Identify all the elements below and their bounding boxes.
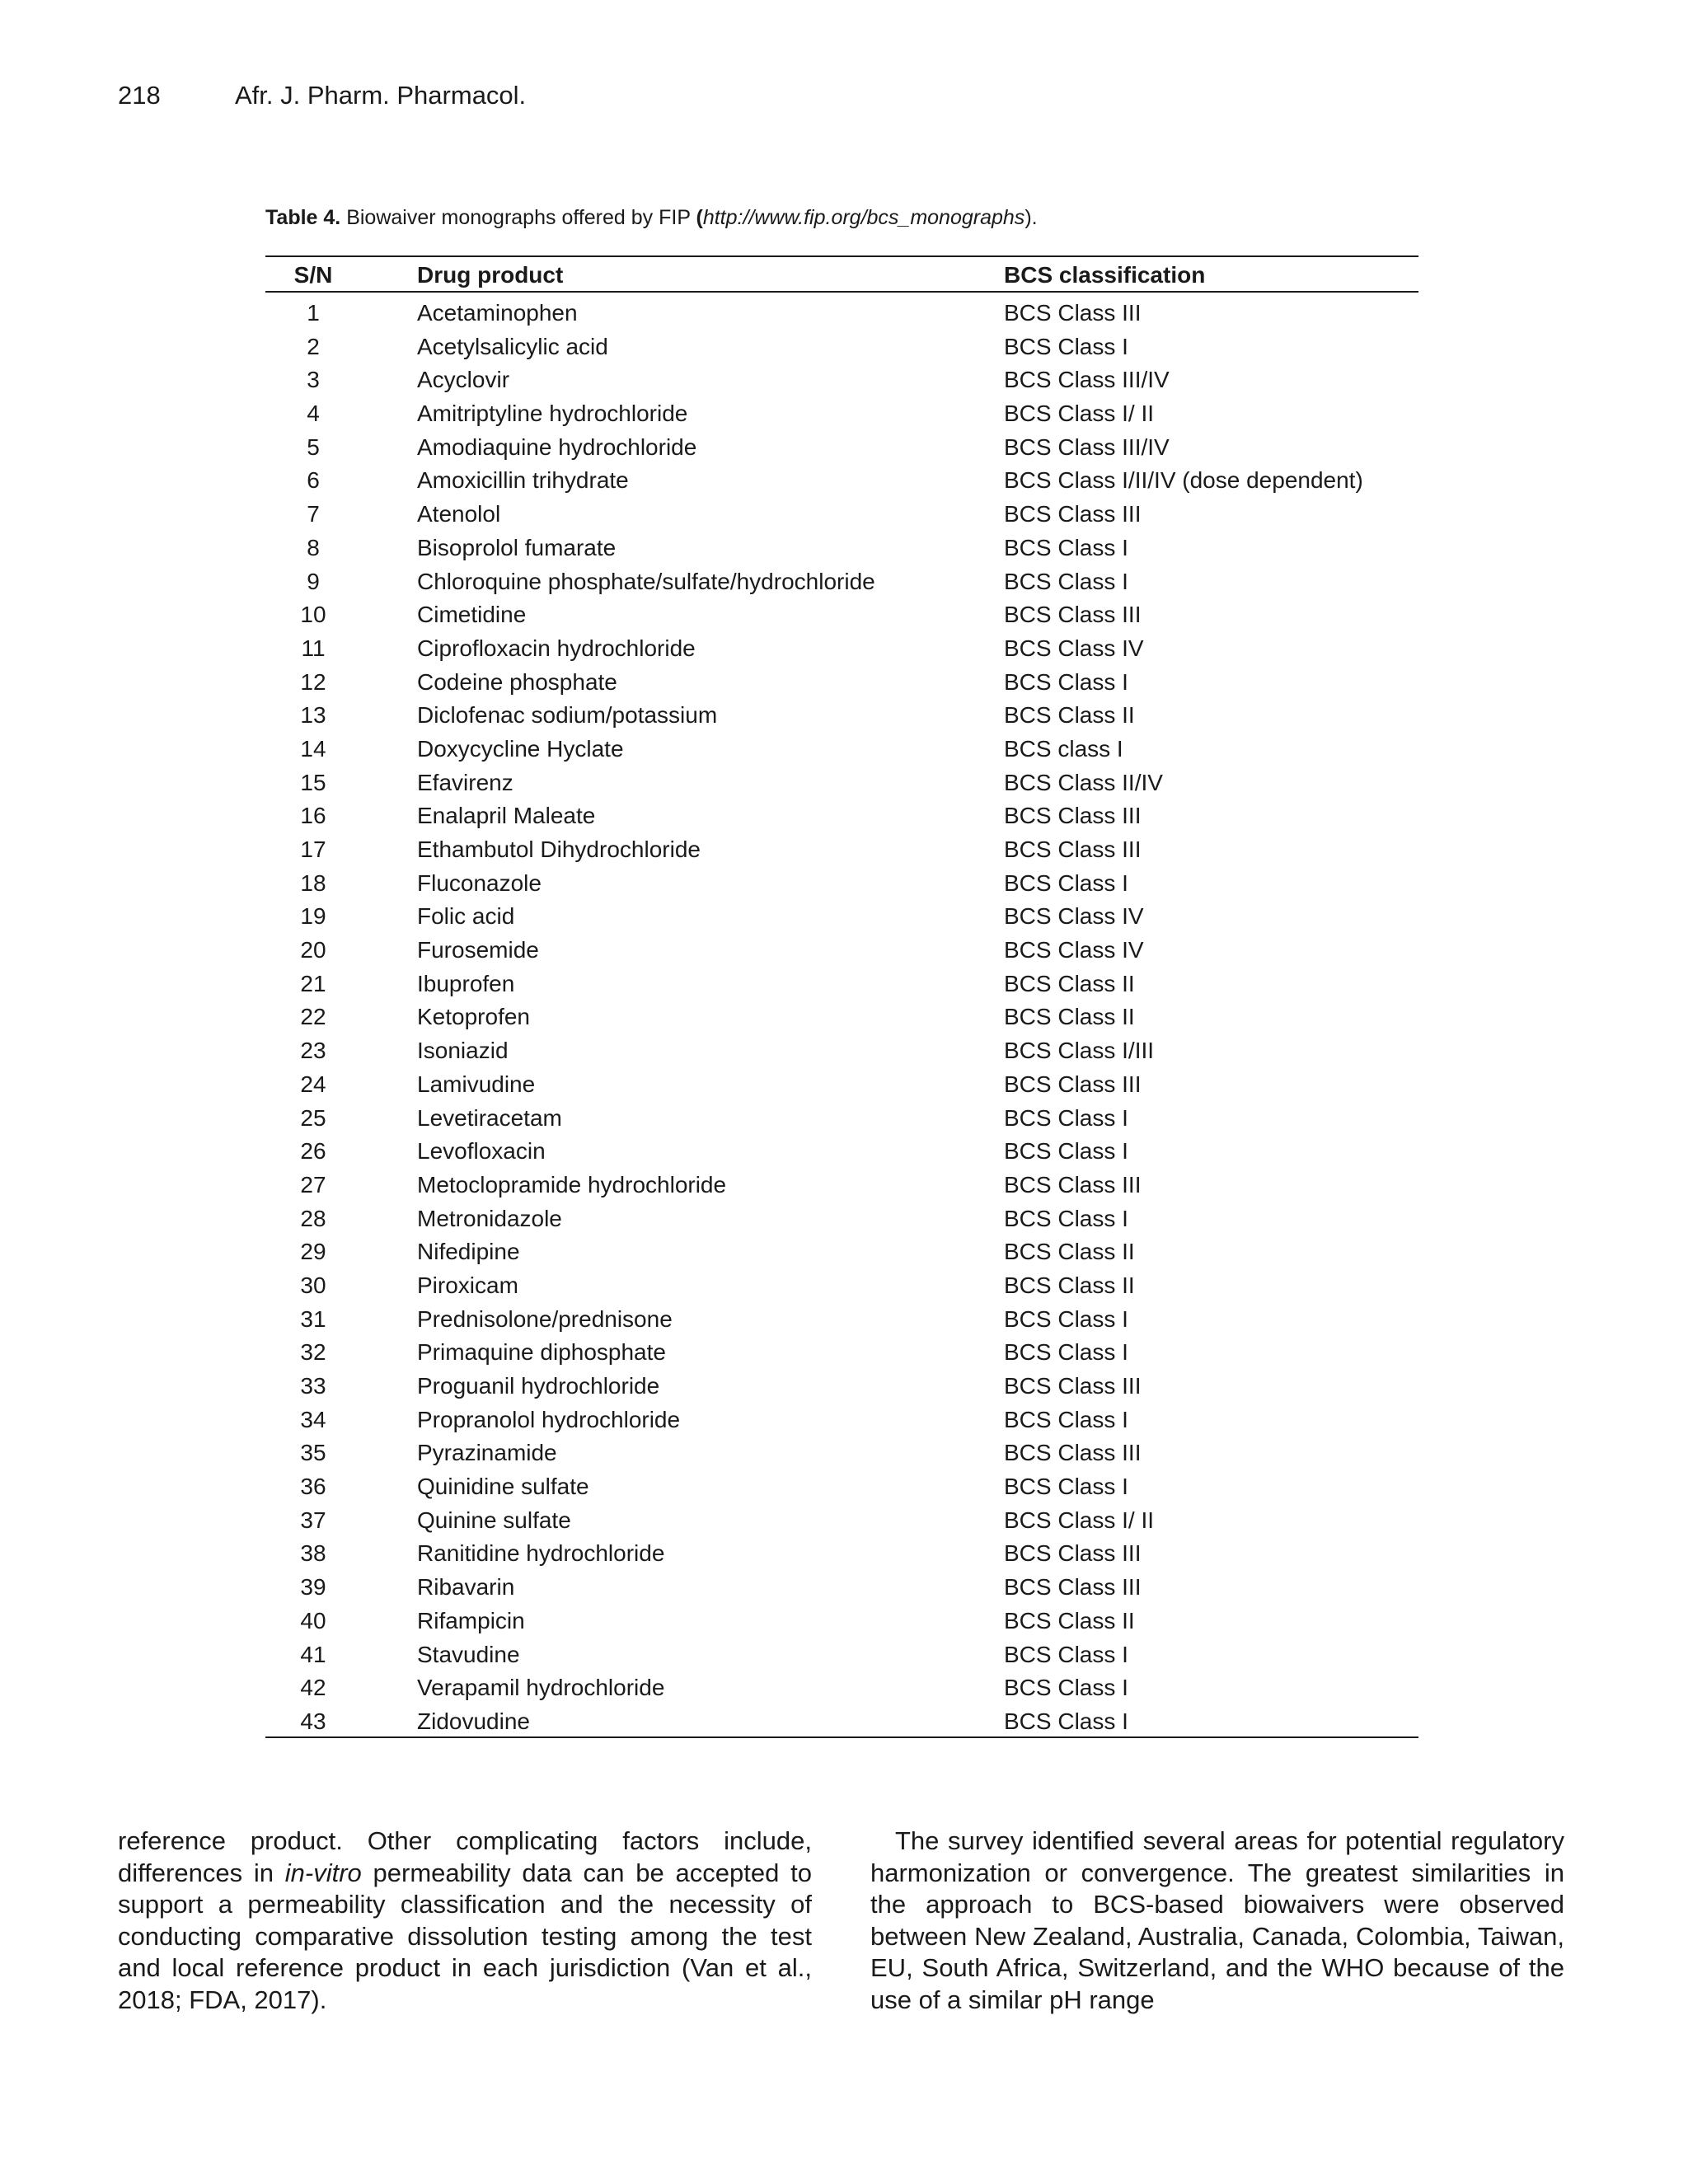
cell-bcs-classification: BCS Class II xyxy=(1004,1607,1135,1633)
cell-sn: 31 xyxy=(300,1305,326,1332)
cell-sn: 7 xyxy=(307,501,320,527)
table-row xyxy=(265,598,1419,632)
table-row xyxy=(265,1404,1419,1437)
cell-drug-product: Fluconazole xyxy=(417,869,542,896)
cell-bcs-classification: BCS Class I xyxy=(1004,1339,1128,1366)
cell-sn: 10 xyxy=(300,602,326,628)
cell-bcs-classification: BCS Class IV xyxy=(1004,937,1144,963)
table-row xyxy=(265,1436,1419,1470)
cell-drug-product: Metronidazole xyxy=(417,1205,562,1231)
table-row xyxy=(265,1336,1419,1370)
cell-sn: 5 xyxy=(307,434,320,460)
table-row xyxy=(265,1102,1419,1136)
header-drug-product: Drug product xyxy=(417,262,564,288)
table-row xyxy=(265,799,1419,833)
cell-bcs-classification: BCS Class II/IV xyxy=(1004,769,1163,795)
cell-sn: 25 xyxy=(300,1104,326,1131)
table-row xyxy=(265,934,1419,968)
cell-sn: 8 xyxy=(307,534,320,560)
cell-drug-product: Diclofenac sodium/potassium xyxy=(417,702,718,729)
body-paragraph-right: The survey identified several areas for potential regulatory harmonization or convergence. The greatest similarities in the approach to BCS-based biowaivers were observed between New Zealand, Australia, Canada, Colombia, Taiwan, EU, South Africa, Switzerland, and the WHO because of the use of a similar pH range xyxy=(870,1826,1564,2014)
cell-drug-product: Efavirenz xyxy=(417,769,513,795)
cell-drug-product: Rifampicin xyxy=(417,1607,525,1633)
table-row xyxy=(265,1705,1419,1739)
header-sn: S/N xyxy=(293,262,333,288)
cell-bcs-classification: BCS Class I xyxy=(1004,1474,1128,1500)
table-row xyxy=(265,1303,1419,1337)
table-row xyxy=(265,397,1419,431)
cell-bcs-classification: BCS Class II xyxy=(1004,1239,1135,1265)
cell-sn: 21 xyxy=(300,970,326,996)
table-row xyxy=(265,1068,1419,1102)
table-row xyxy=(265,632,1419,666)
cell-sn: 14 xyxy=(300,735,326,762)
cell-sn: 23 xyxy=(300,1038,326,1064)
table-row xyxy=(265,464,1419,498)
body-text: permeability data can be accepted to support a permeability classification and the necessity of conducting comparative dissolution testing among the test and local reference product in each jurisdiction (Van et al., 2018; FDA, 2017). xyxy=(118,1858,812,2014)
caption-url: http://www.fip.org/bcs_monographs xyxy=(702,206,1025,229)
cell-sn: 11 xyxy=(301,635,326,661)
cell-drug-product: Lamivudine xyxy=(417,1071,536,1097)
table-row xyxy=(265,330,1419,364)
cell-bcs-classification: BCS Class III xyxy=(1004,1071,1142,1097)
cell-sn: 40 xyxy=(300,1607,326,1633)
table-row xyxy=(265,1571,1419,1605)
table-row xyxy=(265,766,1419,800)
header-bcs-classification: BCS classification xyxy=(1004,262,1206,288)
cell-drug-product: Furosemide xyxy=(417,937,539,963)
caption-text: Biowaiver monographs offered by FIP xyxy=(340,206,696,229)
table-row xyxy=(265,431,1419,465)
cell-sn: 1 xyxy=(307,300,320,326)
cell-drug-product: Proguanil hydrochloride xyxy=(417,1373,660,1399)
table-row xyxy=(265,1169,1419,1202)
cell-drug-product: Metoclopramide hydrochloride xyxy=(417,1171,727,1197)
table-row xyxy=(265,1001,1419,1034)
table-row xyxy=(265,1269,1419,1303)
cell-drug-product: Ethambutol Dihydrochloride xyxy=(417,837,701,862)
cell-drug-product: Amodiaquine hydrochloride xyxy=(417,434,697,460)
cell-bcs-classification: BCS Class II xyxy=(1004,1004,1135,1030)
cell-bcs-classification: BCS Class I xyxy=(1004,1305,1128,1332)
table-header-rule xyxy=(265,291,1418,293)
cell-drug-product: Ranitidine hydrochloride xyxy=(417,1540,665,1567)
cell-drug-product: Cimetidine xyxy=(417,602,527,628)
cell-bcs-classification: BCS Class II xyxy=(1004,970,1135,996)
table-header-row xyxy=(265,260,1419,290)
cell-bcs-classification: BCS Class III xyxy=(1004,300,1142,326)
table-row xyxy=(265,532,1419,565)
cell-drug-product: Stavudine xyxy=(417,1641,520,1667)
cell-bcs-classification: BCS Class I xyxy=(1004,534,1128,560)
body-paragraph-left xyxy=(118,1825,812,2017)
cell-bcs-classification: BCS Class I xyxy=(1004,333,1128,359)
table-row xyxy=(265,363,1419,397)
cell-drug-product: Levetiracetam xyxy=(417,1104,562,1131)
cell-drug-product: Atenolol xyxy=(417,501,501,527)
cell-bcs-classification: BCS Class IV xyxy=(1004,635,1144,661)
cell-bcs-classification: BCS Class I/II/IV (dose dependent) xyxy=(1004,467,1363,494)
cell-bcs-classification: BCS Class III xyxy=(1004,1440,1142,1466)
cell-sn: 13 xyxy=(300,702,326,729)
cell-bcs-classification: BCS Class I/III xyxy=(1004,1038,1155,1064)
cell-sn: 32 xyxy=(300,1339,326,1366)
cell-sn: 43 xyxy=(300,1708,326,1734)
cell-drug-product: Piroxicam xyxy=(417,1272,518,1298)
cell-bcs-classification: BCS Class II xyxy=(1004,1272,1135,1298)
cell-drug-product: Quinine sulfate xyxy=(417,1507,571,1533)
table-row xyxy=(265,1638,1419,1672)
table-row xyxy=(265,699,1419,733)
cell-bcs-classification: BCS Class III xyxy=(1004,1171,1142,1197)
cell-bcs-classification: BCS Class I/ II xyxy=(1004,1507,1155,1533)
table-row xyxy=(265,666,1419,700)
cell-bcs-classification: BCS Class I xyxy=(1004,1708,1128,1734)
table-row xyxy=(265,1202,1419,1236)
cell-bcs-classification: BCS Class III/IV xyxy=(1004,434,1170,460)
cell-bcs-classification: BCS Class III xyxy=(1004,803,1142,829)
table-row xyxy=(265,1235,1419,1269)
cell-sn: 24 xyxy=(300,1071,326,1097)
cell-sn: 18 xyxy=(300,869,326,896)
cell-sn: 22 xyxy=(300,1004,326,1030)
cell-drug-product: Levofloxacin xyxy=(417,1138,546,1165)
cell-bcs-classification: BCS Class II xyxy=(1004,702,1135,729)
journal-name: Afr. J. Pharm. Pharmacol. xyxy=(235,81,527,110)
cell-drug-product: Verapamil hydrochloride xyxy=(417,1675,665,1701)
cell-sn: 19 xyxy=(300,903,326,930)
table-row xyxy=(265,1605,1419,1638)
table-row xyxy=(265,297,1419,330)
cell-bcs-classification: BCS Class III xyxy=(1004,837,1142,862)
cell-sn: 2 xyxy=(307,333,320,359)
cell-sn: 27 xyxy=(300,1171,326,1197)
cell-drug-product: Ibuprofen xyxy=(417,970,515,996)
cell-bcs-classification: BCS Class I xyxy=(1004,1406,1128,1432)
cell-sn: 16 xyxy=(300,803,326,829)
cell-drug-product: Amoxicillin trihydrate xyxy=(417,467,629,494)
caption-label: Table 4. xyxy=(265,206,341,229)
cell-drug-product: Propranolol hydrochloride xyxy=(417,1406,681,1432)
table-row xyxy=(265,1470,1419,1504)
table-row xyxy=(265,900,1419,934)
cell-bcs-classification: BCS Class III xyxy=(1004,1540,1142,1567)
cell-drug-product: Codeine phosphate xyxy=(417,668,617,695)
cell-bcs-classification: BCS Class III xyxy=(1004,501,1142,527)
cell-sn: 36 xyxy=(300,1474,326,1500)
cell-sn: 9 xyxy=(307,568,320,594)
table-row xyxy=(265,1504,1419,1538)
cell-drug-product: Acetylsalicylic acid xyxy=(417,333,608,359)
cell-sn: 41 xyxy=(300,1641,326,1667)
table-row xyxy=(265,1370,1419,1404)
running-head xyxy=(118,79,526,112)
cell-bcs-classification: BCS Class I xyxy=(1004,1205,1128,1231)
cell-bcs-classification: BCS Class I xyxy=(1004,1138,1128,1165)
page-number: 218 xyxy=(118,81,161,110)
table-row xyxy=(265,733,1419,766)
cell-drug-product: Prednisolone/prednisone xyxy=(417,1305,673,1332)
cell-drug-product: Ribavarin xyxy=(417,1574,515,1601)
cell-drug-product: Acetaminophen xyxy=(417,300,578,326)
cell-sn: 6 xyxy=(307,467,320,494)
cell-sn: 39 xyxy=(300,1574,326,1601)
cell-drug-product: Pyrazinamide xyxy=(417,1440,557,1466)
cell-sn: 3 xyxy=(307,367,320,393)
cell-sn: 28 xyxy=(300,1205,326,1231)
cell-bcs-classification: BCS Class I xyxy=(1004,568,1128,594)
table-row xyxy=(265,1135,1419,1169)
cell-sn: 17 xyxy=(300,837,326,862)
cell-drug-product: Primaquine diphosphate xyxy=(417,1339,666,1366)
table-caption xyxy=(265,204,1419,231)
cell-sn: 30 xyxy=(300,1272,326,1298)
cell-bcs-classification: BCS class I xyxy=(1004,735,1123,762)
body-italic-term: in-vitro xyxy=(284,1858,362,1887)
table-row xyxy=(265,565,1419,599)
cell-bcs-classification: BCS Class IV xyxy=(1004,903,1144,930)
cell-sn: 33 xyxy=(300,1373,326,1399)
cell-drug-product: Isoniazid xyxy=(417,1038,509,1064)
cell-bcs-classification: BCS Class I xyxy=(1004,1675,1128,1701)
body-text: reference product. Other complicating factors include, differences in xyxy=(118,1826,812,1887)
cell-drug-product: Chloroquine phosphate/sulfate/hydrochloride xyxy=(417,568,875,594)
cell-sn: 4 xyxy=(307,401,320,427)
cell-sn: 38 xyxy=(300,1540,326,1567)
table-row xyxy=(265,498,1419,532)
cell-drug-product: Ciprofloxacin hydrochloride xyxy=(417,635,696,661)
cell-bcs-classification: BCS Class III xyxy=(1004,602,1142,628)
cell-sn: 29 xyxy=(300,1239,326,1265)
table-row xyxy=(265,1537,1419,1571)
cell-drug-product: Zidovudine xyxy=(417,1708,530,1734)
cell-bcs-classification: BCS Class I xyxy=(1004,1104,1128,1131)
body-column-right xyxy=(870,1825,1564,2017)
body-column-left xyxy=(118,1825,812,2017)
cell-drug-product: Nifedipine xyxy=(417,1239,520,1265)
cell-drug-product: Enalapril Maleate xyxy=(417,803,596,829)
cell-sn: 42 xyxy=(300,1675,326,1701)
cell-drug-product: Amitriptyline hydrochloride xyxy=(417,401,688,427)
table-top-rule xyxy=(265,255,1418,257)
table-bottom-rule xyxy=(265,1736,1418,1738)
table-body xyxy=(265,297,1419,1739)
caption-close: ). xyxy=(1025,206,1038,229)
table-row xyxy=(265,1671,1419,1705)
table-row xyxy=(265,867,1419,901)
cell-bcs-classification: BCS Class I xyxy=(1004,869,1128,896)
table-row xyxy=(265,968,1419,1001)
cell-drug-product: Doxycycline Hyclate xyxy=(417,735,624,762)
cell-bcs-classification: BCS Class III/IV xyxy=(1004,367,1170,393)
cell-sn: 35 xyxy=(300,1440,326,1466)
table-row xyxy=(265,1034,1419,1068)
cell-sn: 34 xyxy=(300,1406,326,1432)
cell-drug-product: Quinidine sulfate xyxy=(417,1474,589,1500)
cell-bcs-classification: BCS Class III xyxy=(1004,1574,1142,1601)
cell-drug-product: Folic acid xyxy=(417,903,515,930)
cell-sn: 15 xyxy=(300,769,326,795)
cell-bcs-classification: BCS Class I/ II xyxy=(1004,401,1155,427)
cell-bcs-classification: BCS Class III xyxy=(1004,1373,1142,1399)
cell-drug-product: Acyclovir xyxy=(417,367,510,393)
cell-sn: 26 xyxy=(300,1138,326,1165)
cell-drug-product: Ketoprofen xyxy=(417,1004,530,1030)
cell-bcs-classification: BCS Class I xyxy=(1004,668,1128,695)
cell-bcs-classification: BCS Class I xyxy=(1004,1641,1128,1667)
cell-sn: 37 xyxy=(300,1507,326,1533)
cell-sn: 20 xyxy=(300,937,326,963)
caption-paren-open: ( xyxy=(696,206,703,229)
cell-drug-product: Bisoprolol fumarate xyxy=(417,534,617,560)
cell-sn: 12 xyxy=(300,668,326,695)
table-row xyxy=(265,833,1419,867)
